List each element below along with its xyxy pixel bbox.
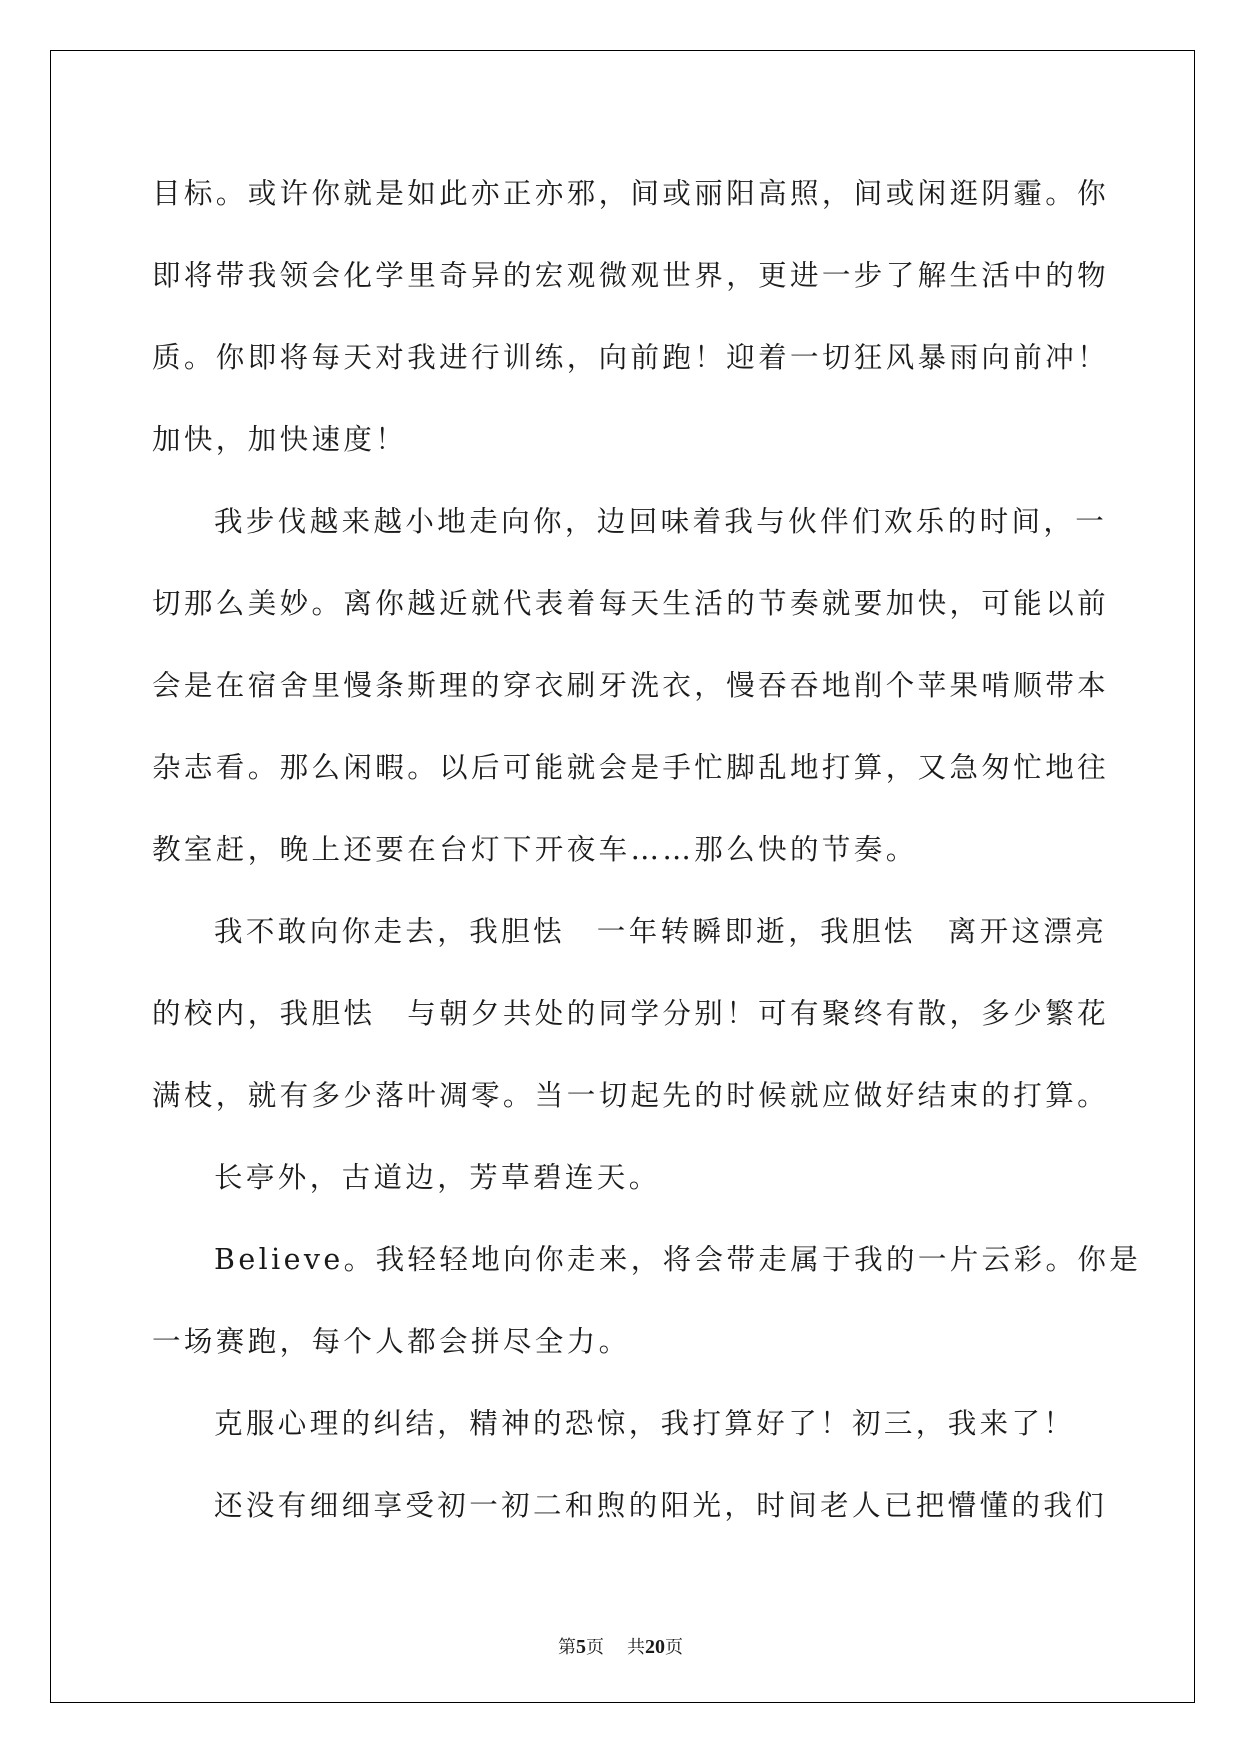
footer-prefix: 第: [558, 1637, 577, 1658]
total-pages-number: 20: [644, 1636, 665, 1658]
footer-page-suffix: 页: [586, 1637, 605, 1658]
text-line-6: 切那么美妙。离你越近就代表着每天生活的节奏就要加快，可能以前: [152, 587, 1110, 620]
footer-total-suffix: 页: [664, 1637, 683, 1658]
text-line-7: 会是在宿舍里慢条斯理的穿衣刷牙洗衣，慢吞吞地削个苹果啃顺带本: [152, 669, 1110, 702]
text-line-15: 一场赛跑，每个人都会拼尽全力。: [152, 1325, 631, 1358]
text-line-4: 加快，加快速度！: [152, 423, 408, 456]
text-line-2: 即将带我领会化学里奇异的宏观微观世界，更进一步了解生活中的物: [152, 259, 1110, 292]
text-line-17: 还没有细细享受初一初二和煦的阳光，时间老人已把懵懂的我们: [214, 1489, 1108, 1522]
text-line-9: 教室赶，晚上还要在台灯下开夜车……那么快的节奏。: [152, 833, 918, 866]
text-line-14: Believe。我轻轻地向你走来，将会带走属于我的一片云彩。你是: [214, 1243, 1142, 1276]
text-line-12: 满枝，就有多少落叶凋零。当一切起先的时候就应做好结束的打算。: [152, 1079, 1110, 1112]
text-line-10: 我不敢向你走去，我胆怯 一年转瞬即逝，我胆怯 离开这漂亮: [214, 915, 1108, 948]
text-line-1: 目标。或许你就是如此亦正亦邪，间或丽阳高照，间或闲逛阴霾。你: [152, 177, 1110, 210]
document-body: [152, 153, 1142, 1547]
page-footer: [0, 1633, 1241, 1659]
text-line-5: 我步伐越来越小地走向你，边回味着我与伙伴们欢乐的时间，一: [214, 505, 1108, 538]
text-line-13: 长亭外，古道边，芳草碧连天。: [214, 1161, 661, 1194]
footer-total-prefix: 共: [626, 1637, 645, 1658]
text-line-8: 杂志看。那么闲暇。以后可能就会是手忙脚乱地打算，又急匆忙地往: [152, 751, 1110, 784]
text-line-3: 质。你即将每天对我进行训练，向前跑！迎着一切狂风暴雨向前冲！: [152, 341, 1110, 374]
current-page-number: 5: [576, 1636, 587, 1658]
text-line-11: 的校内，我胆怯 与朝夕共处的同学分别！可有聚终有散，多少繁花: [152, 997, 1110, 1030]
text-line-16: 克服心理的纠结，精神的恐惊，我打算好了！初三，我来了！: [214, 1407, 1076, 1440]
